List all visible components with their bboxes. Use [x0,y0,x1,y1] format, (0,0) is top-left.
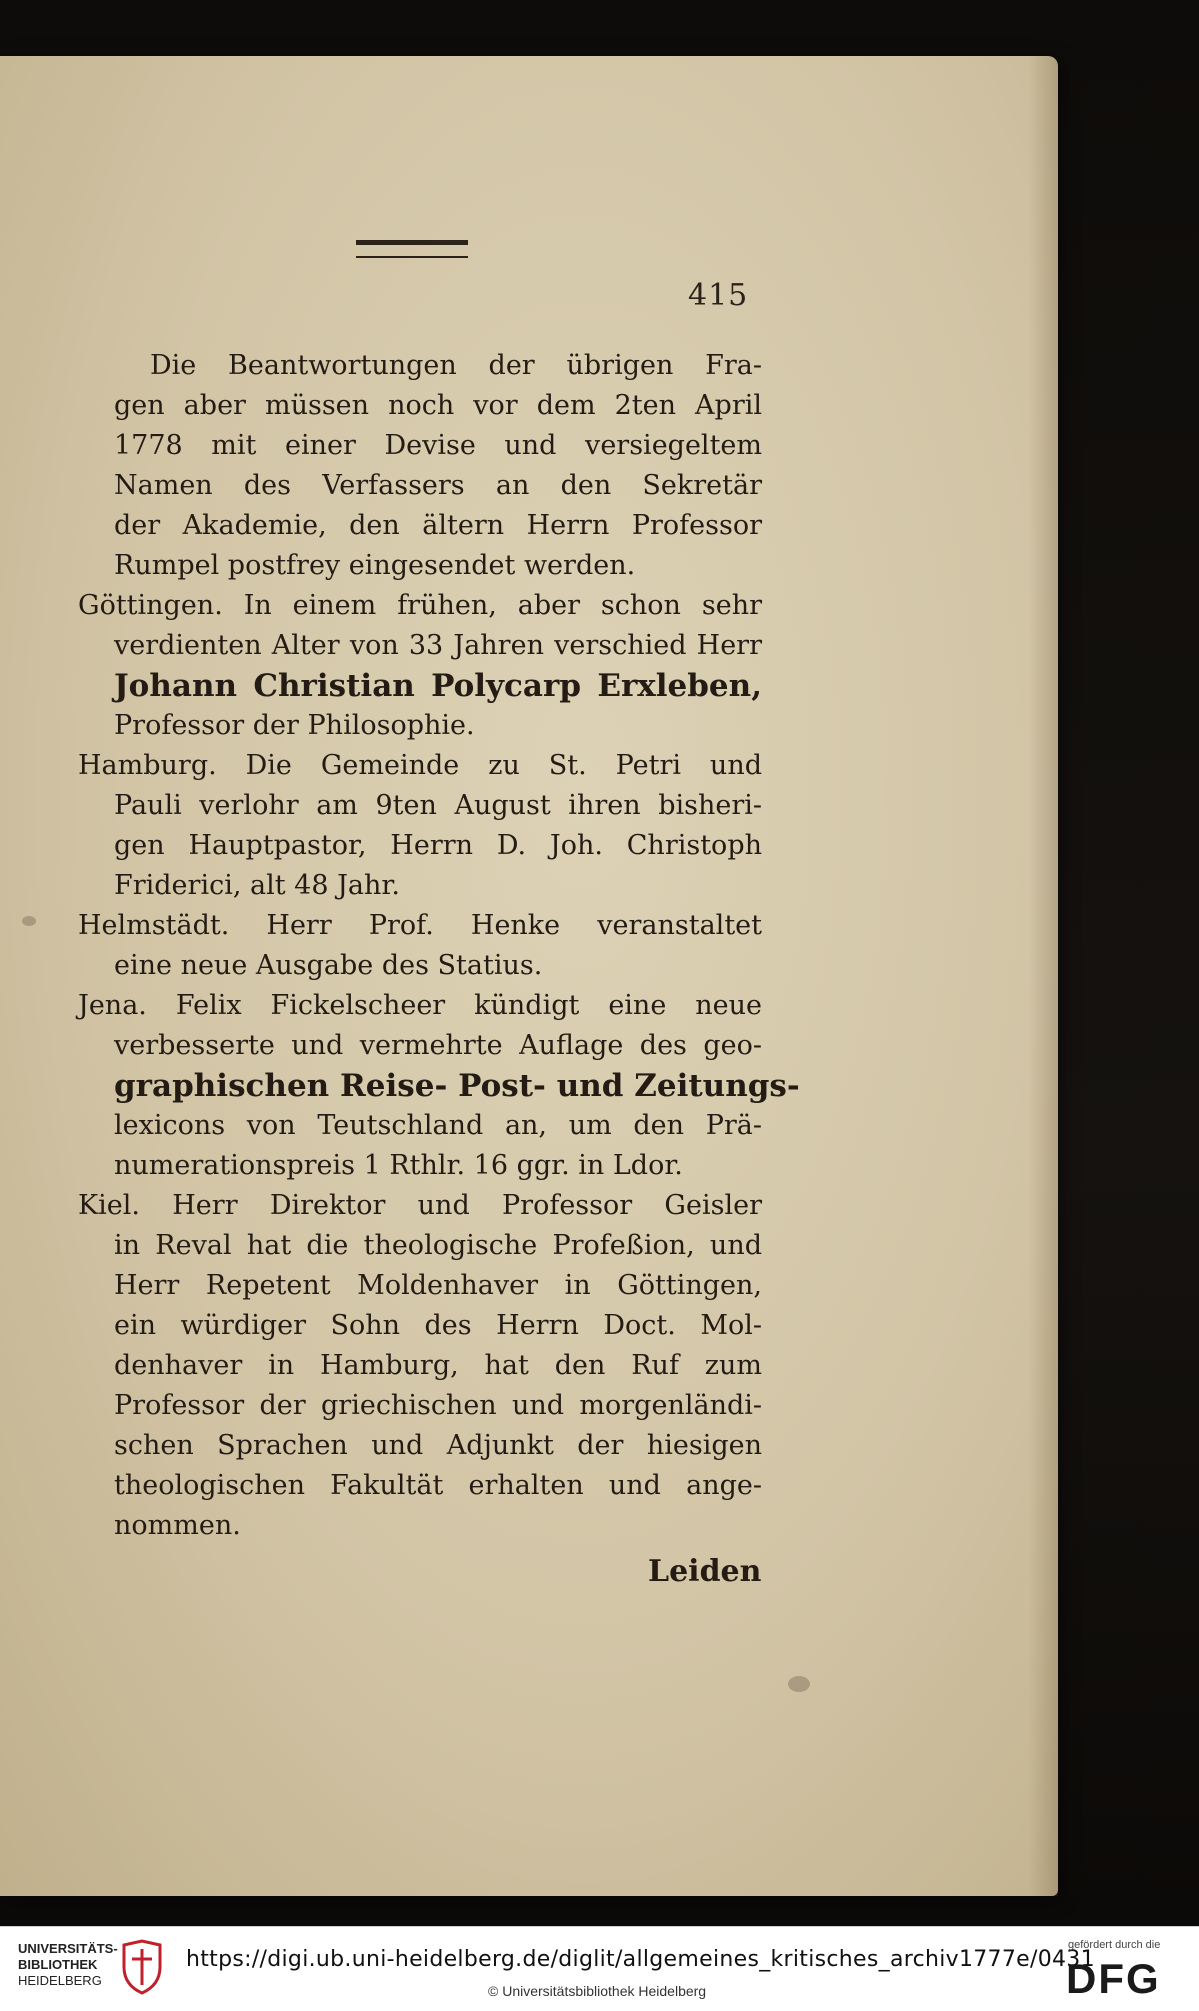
text-line: graphischen Reise- Post- und Zeitungs- [114,1068,800,1104]
entry-goettingen: Göttingen. In einem frühen, aber schon sehr [78,590,762,621]
entry-kiel: Kiel. Herr Direktor und Professor Geisler [78,1190,762,1221]
text-line: nommen. [114,1510,241,1541]
text-line: Professor der griechischen und morgenländi- [114,1390,762,1421]
text-line: Pauli verlohr am 9ten August ihren bisheri- [114,790,762,821]
text-line: Johann Christian Polycarp Erxleben, [114,668,762,704]
text-line: der Akademie, den ältern Herrn Professor [114,510,762,541]
entry-hamburg: Hamburg. Die Gemeinde zu St. Petri und [78,750,762,781]
library-name-line: UNIVERSITÄTS- [18,1941,118,1956]
library-name [18,1941,118,1989]
book-page [0,56,1058,1896]
text-line: ein würdiger Sohn des Herrn Doct. Mol- [114,1310,762,1341]
dfg-logo: DFG [1066,1955,1161,2002]
permalink-url[interactable]: https://digi.ub.uni-heidelberg.de/diglit/allgemeines_kritisches_archiv1777e/0431 [186,1947,1095,1972]
text-line: Herr Repetent Moldenhaver in Göttingen, [114,1270,762,1301]
text-line: in Reval hat die theologische Profeßion, und [114,1230,762,1261]
text-line: Professor der Philosophie. [114,710,475,741]
body-text [78,346,800,1546]
text-line: verbesserte und vermehrte Auflage des geo- [114,1030,762,1061]
text-line: 1778 mit einer Devise und versiegeltem [114,430,762,461]
viewer-footer [0,1926,1199,2011]
text-line: denhaver in Hamburg, hat den Ruf zum [114,1350,762,1381]
text-line: Die Beantwortungen der übrigen Fra- [150,350,762,381]
catchword: Leiden [648,1554,762,1589]
text-line: schen Sprachen und Adjunkt der hiesigen [114,1430,762,1461]
paper-stain [22,916,36,926]
page-edge-shadow [1028,56,1058,1896]
text-line: eine neue Ausgabe des Statius. [114,950,543,981]
paper-stain [788,1676,810,1692]
entry-helmstaedt: Helmstädt. Herr Prof. Henke veranstaltet [78,910,762,941]
library-name-line: BIBLIOTHEK [18,1957,98,1972]
text-line: Namen des Verfassers an den Sekretär [114,470,762,501]
copyright-text: © Universitätsbibliothek Heidelberg [488,1983,707,1999]
text-line: theologischen Fakultät erhalten und ange- [114,1470,762,1501]
text-line: lexicons von Teutschland an, um den Prä- [114,1110,762,1141]
dfg-caption: gefördert durch die [1068,1939,1161,1951]
library-logo-icon [120,1939,164,1995]
header-double-rule [356,240,468,258]
library-name-line: HEIDELBERG [18,1973,102,1988]
text-line: verdienten Alter von 33 Jahren verschied Herr [114,630,762,661]
text-line: Friderici, alt 48 Jahr. [114,870,400,901]
page-number: 415 [688,278,749,313]
text-line: gen Hauptpastor, Herrn D. Joh. Christoph [114,830,762,861]
text-line: numerationspreis 1 Rthlr. 16 ggr. in Ldor. [114,1150,683,1181]
text-line: Rumpel postfrey eingesendet werden. [114,550,636,581]
text-line: gen aber müssen noch vor dem 2ten April [114,390,762,421]
entry-jena: Jena. Felix Fickelscheer kündigt eine neue [78,990,762,1021]
